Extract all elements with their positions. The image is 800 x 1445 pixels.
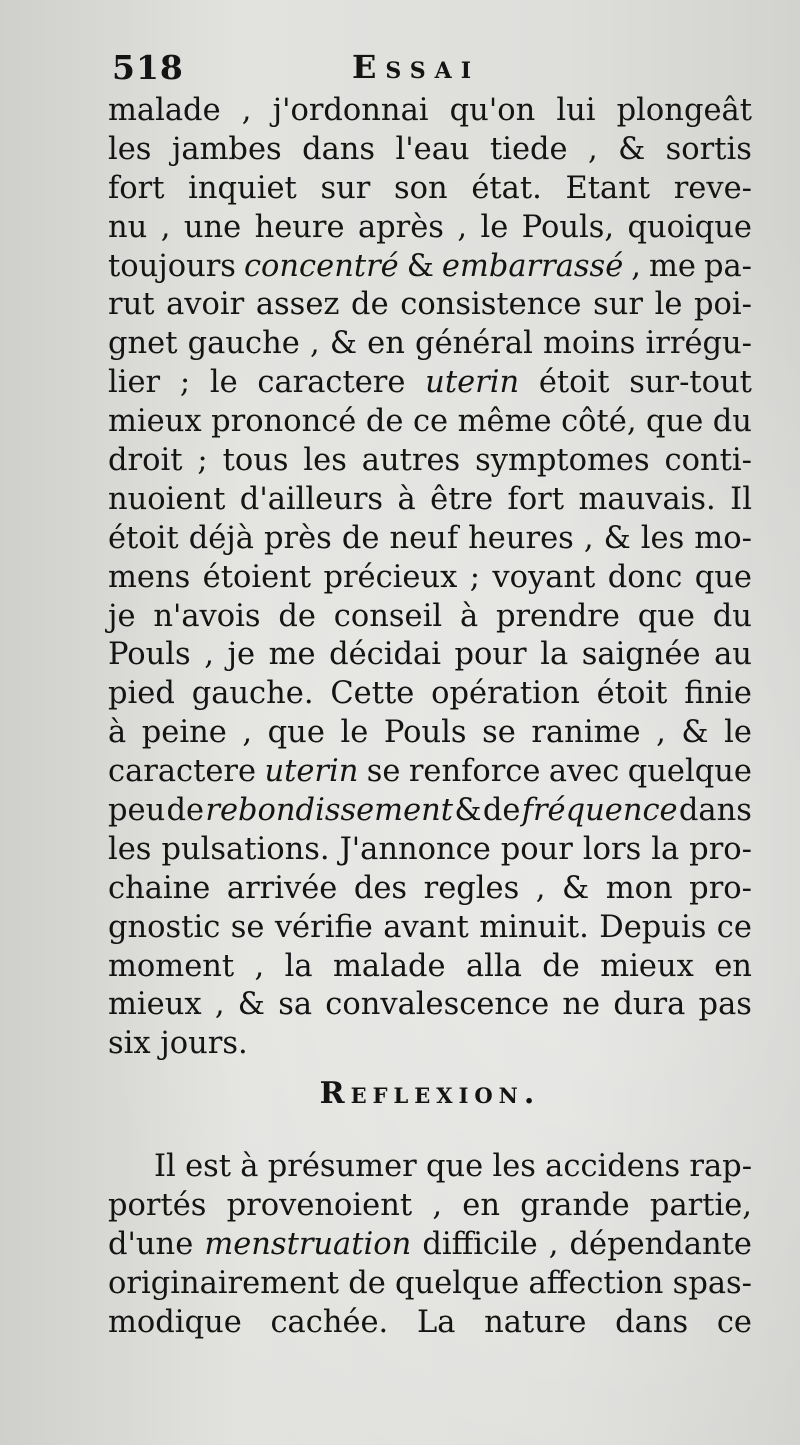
word: gnet [108,326,178,362]
word: rut [108,287,155,323]
word: me [648,248,696,284]
word: en [367,326,405,362]
word: ; [469,559,480,595]
word: rap- [689,1149,752,1184]
word: & [618,131,646,167]
word: pour [500,831,573,867]
body-text [108,92,752,1064]
word: Il [154,1149,176,1184]
text-line [108,909,752,948]
word: déjà [188,520,254,556]
word: tous [222,443,289,479]
word: une [183,209,242,245]
word: voyant [492,559,596,595]
word: le [480,209,509,245]
word: embarrassé [441,248,624,284]
word: jambes [171,131,282,167]
word: la [284,948,313,984]
word: étoit [538,365,610,401]
word: que [267,715,325,751]
word: près [264,520,332,556]
word: mens [108,559,191,595]
word: Depuis [599,909,707,945]
word: moment [108,948,235,984]
word: que [646,404,704,440]
word: , [242,715,253,751]
text-line [108,792,752,831]
word: reve- [673,170,752,206]
word: & [406,248,434,284]
word: modique [108,1304,242,1340]
word: son [394,170,448,206]
word: j'ordonnai [272,93,429,128]
word: moins [543,326,636,362]
word: quelque [627,754,752,790]
word: étoit [108,520,179,556]
word: d'ailleurs [239,481,384,517]
word: symptomes [475,443,650,479]
text-line [108,948,752,987]
word: , [432,1187,443,1223]
section-heading: Reflexion. [319,1076,541,1111]
word: & [562,870,590,906]
word: se [230,909,265,945]
word: saignée [581,637,701,673]
word: peu [108,793,166,829]
text-line [108,831,752,870]
word: me [268,637,316,673]
word: les [303,443,347,479]
word: ranime [531,715,641,751]
word: le [654,287,683,323]
word: & [329,326,357,362]
word: mieux [108,987,202,1023]
word: l'eau [395,131,470,167]
text-line [108,403,752,442]
word: & [454,793,482,829]
word: gauche. [191,676,314,712]
word: heure [254,209,345,245]
text-line [108,286,752,325]
word: irrégu- [645,326,752,362]
word: à [108,715,127,751]
word: au [714,637,752,673]
word: de [341,520,380,556]
word: se [482,715,516,751]
word: uterin [264,754,359,790]
word: même [457,404,552,440]
word: , [254,948,265,984]
word: vérifie [274,909,373,945]
text-line [108,92,752,131]
word: plongeât [616,93,752,128]
word: dans [302,131,376,167]
word: de [348,1265,386,1301]
word: originairement [108,1265,340,1301]
word: qu'on [449,93,536,128]
word: donc [607,559,683,595]
word: assez [255,287,340,323]
text-line [108,1265,752,1304]
word: conseil [333,598,443,634]
word: la [651,831,680,867]
word: que [694,559,752,595]
word: à [240,1149,259,1184]
word: mieux [600,948,694,984]
word: autres [361,443,461,479]
word: tiede [489,131,568,167]
word: que [637,598,695,634]
word: , [631,248,641,284]
word: mon [605,870,673,906]
word: caractere [108,754,257,790]
text-line [108,209,752,248]
word: est [185,1149,232,1184]
word: concentré [243,248,399,284]
word: , [204,637,214,673]
word: caractere [257,365,406,401]
word: je [108,598,136,634]
word: les [640,520,685,556]
word: prononcé [211,404,357,440]
reflexion-text [108,1148,752,1342]
text-line [108,986,752,1025]
word: précieux [323,559,458,595]
word: Pouls, [521,209,615,245]
word: ; [179,365,191,401]
word: accidens [545,1149,681,1184]
word: six jours. [108,1026,248,1062]
word: de [351,287,389,323]
word: malade [332,948,446,984]
word: des [353,870,408,906]
word: général [415,326,533,362]
word: sur [593,287,643,323]
word: ce [716,909,752,945]
word: , [548,1226,559,1262]
word: pied [108,676,175,712]
word: Il [730,481,752,517]
word: lui [556,93,596,128]
word: avoir [166,287,245,323]
word: le [724,715,752,751]
word: minuit. [479,909,589,945]
word: , [457,209,468,245]
page-header [112,48,752,92]
word: décidai [329,637,441,673]
word: opération [431,676,580,712]
word: pas [698,987,752,1023]
word: , [535,870,546,906]
word: fréquence [521,793,678,829]
word: Pouls [108,637,191,673]
text-line [108,1148,752,1187]
word: , [656,715,666,751]
word: de [278,598,316,634]
word: présumer [267,1149,417,1184]
text-line [108,170,752,209]
word: neuf [389,520,459,556]
word: provenoient [226,1187,413,1223]
word: & [603,520,631,556]
word: dans [615,1304,689,1340]
word: gnostic [108,909,221,945]
text-line [108,442,752,481]
word: , [309,326,320,362]
word: portés [108,1187,207,1223]
word: je [227,637,256,673]
word: du [712,598,752,634]
word: ; [197,443,208,479]
word: , [241,93,252,128]
word: le [340,715,369,751]
word: avant [383,909,469,945]
word: regles [423,870,520,906]
word: les [108,831,152,867]
word: alla [466,948,522,984]
word: inquiet [188,170,297,206]
text-line [108,1226,752,1265]
word: quelque [395,1265,520,1301]
word: toujours [108,248,236,284]
word: de [365,404,404,440]
word: le [209,365,238,401]
word: consistence [400,287,582,323]
word: les [492,1149,536,1184]
text-line [108,598,752,637]
word: se [366,754,401,790]
word: n'avois [153,598,261,634]
text-line [108,325,752,364]
word: à [397,481,416,517]
word: avec [548,754,620,790]
word: , [214,987,225,1023]
word: pa- [703,248,752,284]
word: après [357,209,444,245]
word: cachée. [270,1304,389,1340]
word: que [425,1149,484,1184]
word: pro- [689,870,752,906]
word: mauvais. [578,481,716,517]
text-line [108,559,752,598]
word: quoique [627,209,752,245]
word: mo- [694,520,752,556]
word: pour [454,637,527,673]
word: sur [320,170,371,206]
word: état. [471,170,542,206]
word: ce [716,1304,752,1340]
text-line [108,753,752,792]
word: en [714,948,752,984]
word: Cette [330,676,415,712]
word: d'une [108,1226,194,1262]
word: , [160,209,171,245]
word: spas- [672,1265,752,1301]
word: , [583,520,594,556]
word: ce [412,404,449,440]
word: malade [108,93,221,128]
word: sortis [665,131,752,167]
word: , [587,131,598,167]
word: dura [613,987,686,1023]
text-line [108,1187,752,1226]
word: la [540,637,569,673]
word: dépendante [569,1226,752,1262]
text-line [108,131,752,170]
word: affection [528,1265,664,1301]
word: lors [582,831,642,867]
word: de [166,793,205,829]
word: lier [108,365,161,401]
word: droit [108,443,183,479]
word: nu [108,209,148,245]
word: La [416,1304,456,1340]
word: grande [520,1187,630,1223]
word: heures [468,520,574,556]
word: difficile [422,1226,538,1262]
text-line [108,675,752,714]
word: pro- [689,831,752,867]
word: dans [678,793,752,829]
word: conti- [664,443,752,479]
word: chaine [108,870,211,906]
word: poi- [694,287,752,323]
word: les [108,131,152,167]
word: en [462,1187,500,1223]
word: fort [108,170,165,206]
word: côté, [561,404,637,440]
word: à [459,598,479,634]
text-line [108,636,752,675]
text-line [108,520,752,559]
word: étoit [596,676,668,712]
page-number: 518 [112,48,184,87]
text-line [108,870,752,909]
word: finie [684,676,752,712]
word: & [237,987,265,1023]
word: sa [278,987,313,1023]
word: fort [507,481,565,517]
running-head: Essai [352,48,481,86]
word: ne [562,987,601,1023]
word: menstruation [204,1226,412,1262]
word: convalescence [325,987,550,1023]
text-line [108,714,752,753]
word: peine [141,715,227,751]
word: partie, [649,1187,752,1223]
word: arrivée [226,870,338,906]
text-line [108,1025,752,1064]
text-line [108,481,752,520]
word: & [681,715,709,751]
word: de [542,948,580,984]
word: renforce [408,754,541,790]
word: être [430,481,494,517]
word: de [482,793,521,829]
text-line [108,248,752,287]
word: mieux [108,404,202,440]
word: du [712,404,752,440]
word: Etant [565,170,651,206]
word: étoient [202,559,312,595]
text-line [108,1304,752,1343]
text-line [108,364,752,403]
word: uterin [425,365,520,401]
word: nuoient [108,481,226,517]
word: pulsations. [161,831,330,867]
word: sur-tout [629,365,752,401]
word: Pouls [383,715,467,751]
word: nature [484,1304,587,1340]
word: J'annonce [339,831,491,867]
word: prendre [495,598,620,634]
word: rebondissement [205,793,454,829]
word: gauche [187,326,300,362]
